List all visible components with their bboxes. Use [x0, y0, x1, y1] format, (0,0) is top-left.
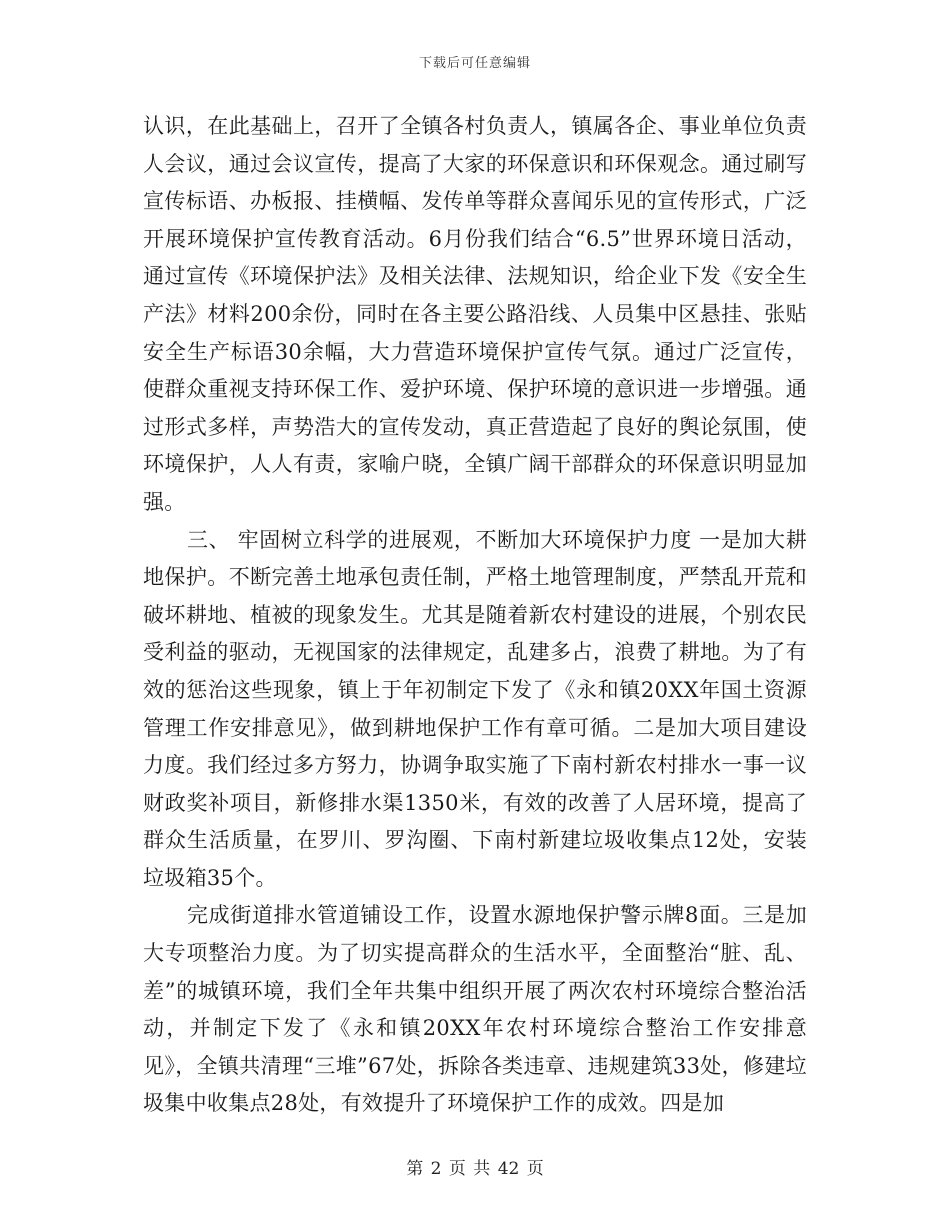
paragraph-2: 三、 牢固树立科学的进展观，不断加大环境保护力度 一是加大耕地保护。不断完善土地承包责任制，严格土地管理制度，严禁乱开荒和破坏耕地、植被的现象发生。尤其是随着新农村建设的进展，个别农民受利益的驱动，无视国家的法律规定，乱建多占，浪费了耕地。为了有效的惩治这些现象，镇上于年初制定下发了《永和镇20XX年国土资源管理工作安排意见》，做到耕地保护工作有章可循。二是加大项目建设力度。我们经过多方努力，协调争取实施了下南村新农村排水一事一议财政奖补项目，新修排水渠1350米，有效的改善了人居环境，提高了群众生活质量，在罗川、罗沟圈、下南村新建垃圾收集点12处，安装垃圾箱35个。	[143, 527, 807, 890]
page-number-footer: 第 2 页 共 42 页	[406, 1159, 544, 1179]
paragraph-1: 认识，在此基础上，召开了全镇各村负责人，镇属各企、事业单位负责人会议，通过会议宣传，提高了大家的环保意识和环保观念。通过刷写宣传标语、办板报、挂横幅、发传单等群众喜闻乐见的宣传形式，广泛开展环境保护宣传教育活动。6月份我们结合“6.5”世界环境日活动，通过宣传《环境保护法》及相关法律、法规知识，给企业下发《安全生产法》材料200余份，同时在各主要公路沿线、人员集中区悬挂、张贴安全生产标语30余幅，大力营造环境保护宣传气氛。通过广泛宣传，使群众重视支持环保工作、爱护环境、保护环境的意识进一步增强。通过形式多样，声势浩大的宣传发动，真正营造起了良好的舆论氛围，使环境保护，人人有责，家喻户晓，全镇广阔干部群众的环保意识明显加强。	[143, 114, 807, 514]
page-header-note: 下载后可任意编辑	[418, 56, 531, 71]
document-body	[143, 108, 807, 1123]
paragraph-3: 完成街道排水管道铺设工作，设置水源地保护警示牌8面。三是加大专项整治力度。为了切实提高群众的生活水平，全面整治“脏、乱、差”的城镇环境，我们全年共集中组织开展了两次农村环境综合整治活动，并制定下发了《永和镇20XX年农村环境综合整治工作安排意见》，全镇共清理“三堆”67处，拆除各类违章、违规建筑33处，修建垃圾集中收集点28处，有效提升了环境保护工作的成效。四是加	[143, 903, 807, 1116]
